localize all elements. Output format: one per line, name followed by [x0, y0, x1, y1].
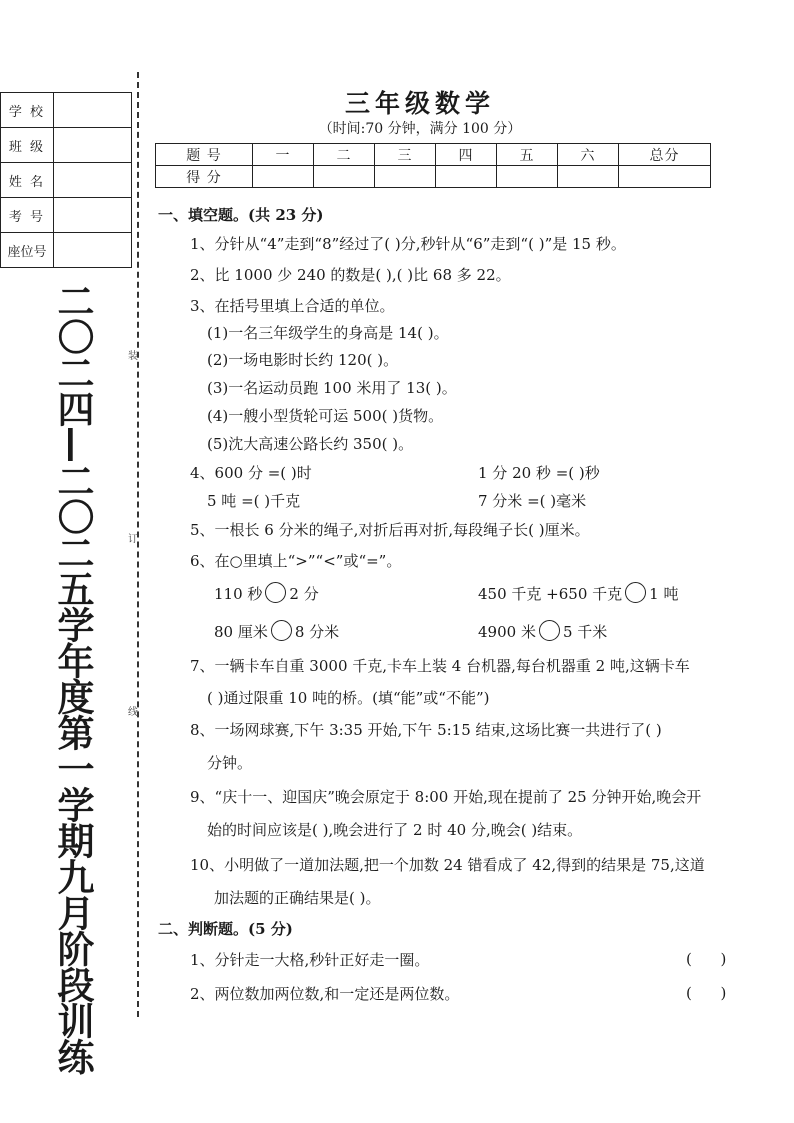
compare-item-b — [478, 582, 678, 604]
compare-left: 110 秒 — [214, 585, 263, 603]
question-4b: 1 分 20 秒 =( )秒 — [478, 464, 600, 482]
compare-circle[interactable] — [265, 582, 286, 603]
question-3-2: (2)一场电影时长约 120( )。 — [207, 351, 399, 369]
score-header-cell: 题 号 — [156, 144, 253, 166]
score-cell[interactable] — [253, 166, 314, 188]
score-cell[interactable] — [497, 166, 558, 188]
question-5: 5、一根长 6 分米的绳子,对折后再对折,每段绳子长( )厘米。 — [190, 521, 590, 539]
score-header-cell: 六 — [558, 144, 619, 166]
section-1-heading: 一、填空题。(共 23 分) — [158, 206, 324, 224]
question-3-5: (5)沈大高速公路长约 350( )。 — [207, 435, 414, 453]
question-7-line-2: ( )通过限重 10 吨的桥。(填“能”或“不能”) — [207, 689, 490, 707]
compare-right: 1 吨 — [649, 585, 679, 603]
compare-circle[interactable] — [625, 582, 646, 603]
score-table — [155, 143, 711, 188]
seat-number-field[interactable] — [54, 233, 132, 268]
compare-circle[interactable] — [539, 620, 560, 641]
exam-subtitle: （时间:70 分钟，满分 100 分） — [318, 121, 522, 137]
score-row-label: 得 分 — [156, 166, 253, 188]
judge-question-2: 2、两位数加两位数,和一定还是两位数。 — [190, 985, 460, 1003]
score-cell[interactable] — [314, 166, 375, 188]
question-9-line-2: 始的时间应该是( ),晚会进行了 2 时 40 分,晚会( )结束。 — [207, 821, 583, 839]
compare-left: 4900 米 — [478, 623, 536, 641]
exam-title: 三年级数学 — [344, 89, 495, 118]
question-3-1: (1)一名三年级学生的身高是 14( )。 — [207, 324, 449, 342]
judge-question-1: 1、分针走一大格,秒针正好走一圈。 — [190, 951, 430, 969]
question-10-line-1: 10、小明做了一道加法题,把一个加数 24 错看成了 42,得到的结果是 75,这道 — [190, 856, 705, 874]
score-cell[interactable] — [619, 166, 711, 188]
name-label: 姓 名 — [1, 163, 54, 198]
question-7-line-1: 7、一辆卡车自重 3000 千克,卡车上装 4 台机器,每台机器重 2 吨,这辆卡车 — [190, 657, 690, 675]
exam-number-field[interactable] — [54, 198, 132, 233]
exam-number-label: 考 号 — [1, 198, 54, 233]
question-9-line-1: 9、“庆十一、迎国庆”晚会原定于 8:00 开始,现在提前了 25 分钟开始,晚会开 — [190, 788, 702, 806]
question-10-line-2: 加法题的正确结果是( )。 — [214, 889, 381, 907]
score-table-score-row — [156, 166, 711, 188]
question-8-line-2: 分钟。 — [207, 754, 253, 772]
score-header-cell: 总分 — [619, 144, 711, 166]
judge-answer-1[interactable]: ( ) — [686, 950, 727, 968]
question-3-3: (3)一名运动员跑 100 米用了 13( )。 — [207, 379, 457, 397]
school-label: 学 校 — [1, 93, 54, 128]
question-4c: 5 吨 =( )千克 — [207, 492, 301, 510]
question-6: 6、在○里填上“>”“<”或“=”。 — [190, 552, 402, 570]
score-header-cell: 一 — [253, 144, 314, 166]
binding-char-xian: 线 — [128, 707, 138, 718]
score-header-cell: 四 — [436, 144, 497, 166]
question-1: 1、分针从“4”走到“8”经过了( )分,秒针从“6”走到“( )”是 15 秒。 — [190, 235, 626, 253]
score-cell[interactable] — [558, 166, 619, 188]
question-4d: 7 分米 =( )毫米 — [478, 492, 587, 510]
judge-answer-2[interactable]: ( ) — [686, 984, 727, 1002]
class-label: 班 级 — [1, 128, 54, 163]
school-field[interactable] — [54, 93, 132, 128]
question-8-line-1: 8、一场网球赛,下午 3:35 开始,下午 5:15 结束,这场比赛一共进行了( ) — [190, 721, 662, 739]
section-2-heading: 二、判断题。(5 分) — [158, 920, 293, 938]
binding-char-ding: 订 — [128, 534, 138, 545]
class-field[interactable] — [54, 128, 132, 163]
score-cell[interactable] — [436, 166, 497, 188]
binding-char-zhuang: 装 — [128, 351, 138, 362]
score-table-header-row — [156, 144, 711, 166]
question-2: 2、比 1000 少 240 的数是( ),( )比 68 多 22。 — [190, 266, 511, 284]
question-4a: 4、600 分 =( )时 — [190, 464, 312, 482]
compare-right: 5 千米 — [562, 623, 608, 641]
compare-right: 8 分米 — [294, 623, 340, 641]
student-info-table — [0, 92, 132, 268]
score-cell[interactable] — [375, 166, 436, 188]
seat-number-label: 座位号 — [1, 233, 54, 268]
compare-item-c — [214, 620, 339, 642]
vertical-exam-title: 二〇二四—二〇二五学年度第一学期九月阶段训练 — [51, 282, 94, 1074]
score-header-cell: 五 — [497, 144, 558, 166]
compare-left: 450 千克 +650 千克 — [478, 585, 623, 603]
question-3-4: (4)一艘小型货轮可运 500( )货物。 — [207, 407, 444, 425]
compare-item-d — [478, 620, 607, 642]
score-header-cell: 二 — [314, 144, 375, 166]
compare-circle[interactable] — [271, 620, 292, 641]
score-header-cell: 三 — [375, 144, 436, 166]
compare-right: 2 分 — [289, 585, 319, 603]
question-3: 3、在括号里填上合适的单位。 — [190, 297, 395, 315]
compare-left: 80 厘米 — [214, 623, 268, 641]
name-field[interactable] — [54, 163, 132, 198]
compare-item-a — [214, 582, 319, 604]
